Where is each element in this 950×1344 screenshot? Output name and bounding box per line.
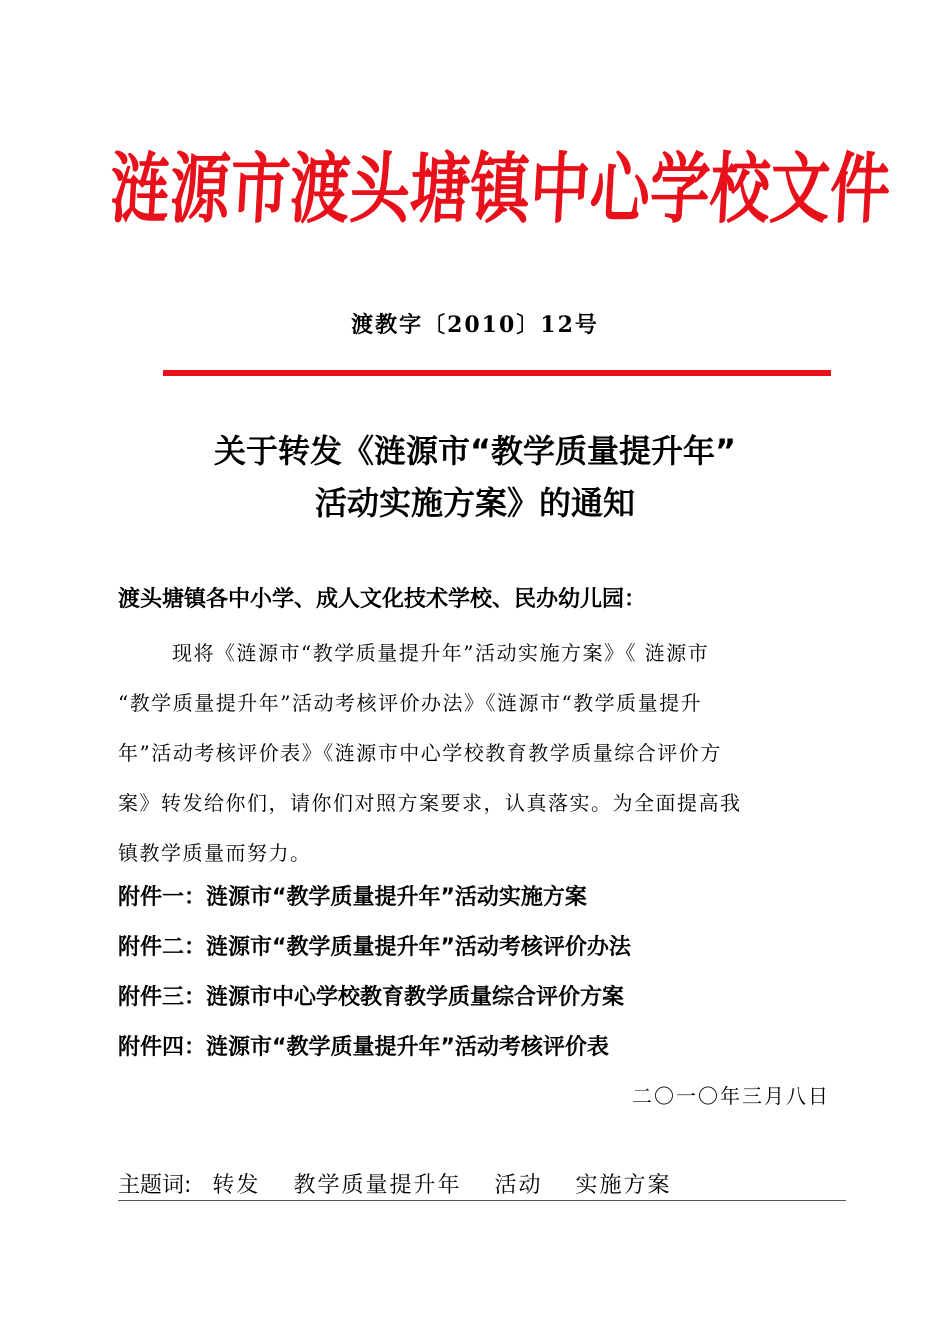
masthead-char: 文 bbox=[767, 145, 833, 235]
masthead-char: 源 bbox=[167, 145, 233, 235]
document-title bbox=[0, 425, 950, 529]
masthead-char: 校 bbox=[707, 145, 773, 235]
body-line: 现将《涟源市“教学质量提升年”活动实施方案》《 涟源市 bbox=[172, 641, 710, 665]
bottom-divider-line bbox=[118, 1200, 846, 1201]
masthead-char: 市 bbox=[227, 145, 293, 235]
document-number: 渡教字〔2010〕12号 bbox=[351, 312, 599, 338]
body-line: 年”活动考核评价表》《涟源市中心学校教育教学质量综合评价方 bbox=[118, 741, 722, 765]
attachment-item: 附件二：涟源市“教学质量提升年”活动考核评价办法 bbox=[118, 935, 631, 960]
masthead-char: 心 bbox=[587, 145, 653, 235]
masthead-char: 渡 bbox=[287, 145, 353, 235]
red-divider-line bbox=[163, 370, 831, 376]
masthead-char: 学 bbox=[647, 145, 713, 235]
attachment-list bbox=[118, 873, 631, 1073]
title-line-1: 关于转发《涟源市“教学质量提升年” bbox=[213, 432, 737, 470]
keywords-label: 主题词: bbox=[118, 1173, 192, 1198]
attachment-item: 附件三：涟源市中心学校教育教学质量综合评价方案 bbox=[118, 985, 625, 1010]
masthead-char: 头 bbox=[347, 145, 413, 235]
masthead-char: 镇 bbox=[467, 145, 533, 235]
masthead-char: 涟 bbox=[107, 145, 173, 235]
addressee: 渡头塘镇各中小学、成人文化技术学校、民办幼儿园： bbox=[118, 587, 647, 612]
attachment-item: 附件一：涟源市“教学质量提升年”活动实施方案 bbox=[118, 885, 587, 910]
subject-keywords bbox=[118, 1168, 671, 1199]
keyword: 活动 bbox=[494, 1173, 543, 1198]
body-line: 案》转发给你们，请你们对照方案要求，认真落实。为全面提高我 bbox=[118, 791, 742, 815]
keyword: 实施方案 bbox=[575, 1173, 672, 1198]
keyword: 教学质量提升年 bbox=[293, 1173, 462, 1198]
masthead-char: 中 bbox=[527, 145, 593, 235]
keyword: 转发 bbox=[212, 1173, 261, 1198]
title-line-2: 活动实施方案》的通知 bbox=[314, 484, 635, 522]
attachment-item: 附件四：涟源市“教学质量提升年”活动考核评价表 bbox=[118, 1035, 609, 1060]
masthead-char: 件 bbox=[827, 145, 893, 235]
body-line: “教学质量提升年”活动考核评价办法》《涟源市“教学质量提升 bbox=[118, 691, 703, 715]
body-line: 镇教学质量而努力。 bbox=[118, 841, 312, 865]
masthead-char: 塘 bbox=[407, 145, 473, 235]
body-paragraph bbox=[118, 628, 830, 878]
document-date: 二〇一〇年三月八日 bbox=[632, 1084, 830, 1108]
masthead-title bbox=[107, 126, 893, 254]
